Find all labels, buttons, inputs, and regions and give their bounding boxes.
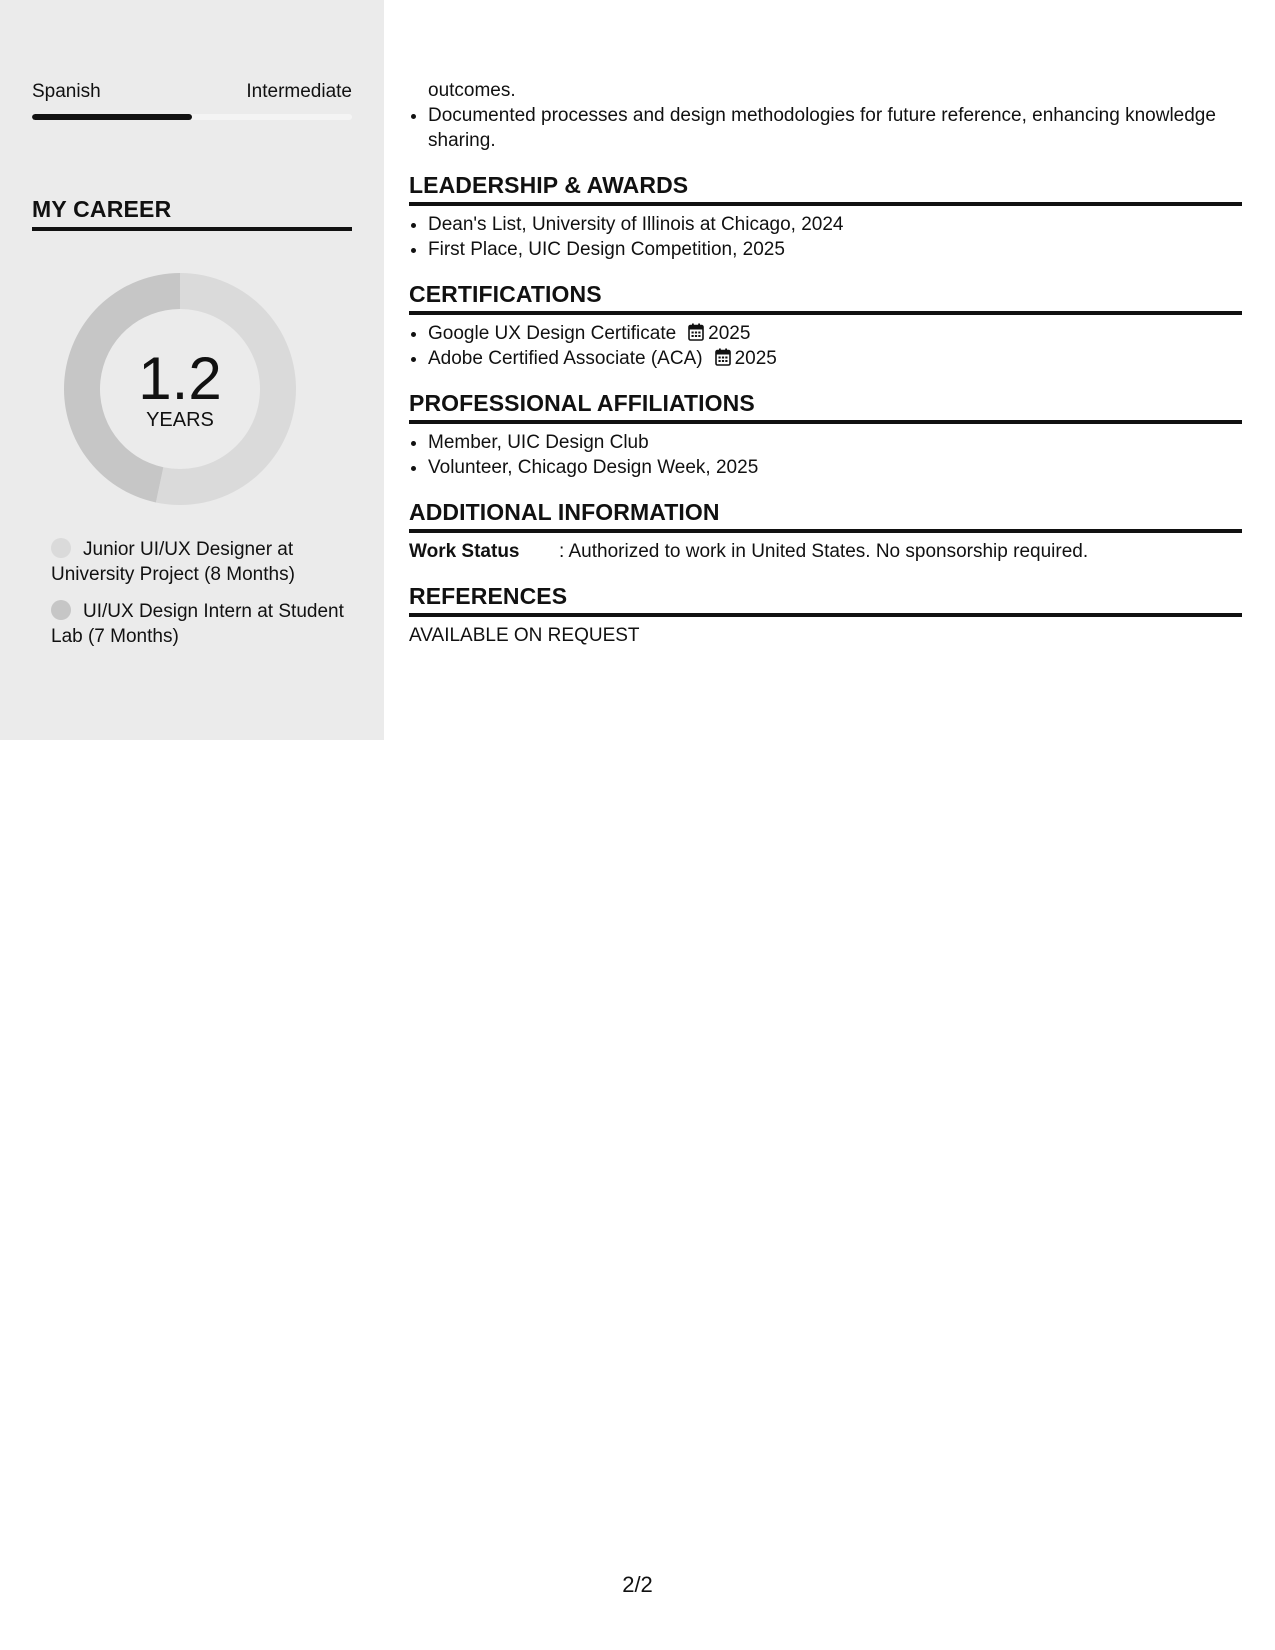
list-item: • Volunteer, Chicago Design Week, 2025 xyxy=(428,455,1242,480)
list-item: • First Place, UIC Design Competition, 2025 xyxy=(428,237,1242,262)
references-section-title: REFERENCES xyxy=(409,582,1242,617)
language-proficiency-fill xyxy=(32,114,192,120)
career-section-title: MY CAREER xyxy=(32,196,172,222)
main-content xyxy=(409,78,1242,648)
language-name: Spanish xyxy=(32,81,101,102)
work-status-label: Work Status xyxy=(409,541,520,562)
language-row xyxy=(32,81,352,105)
leadership-list xyxy=(409,212,1242,262)
career-item-label: UI/UX Design Intern at Student Lab (7 Months) xyxy=(51,601,344,647)
certifications-list xyxy=(409,321,1242,371)
sidebar xyxy=(0,0,384,740)
certification-name: Google UX Design Certificate xyxy=(428,323,677,344)
career-item xyxy=(51,537,351,587)
certification-year: 2025 xyxy=(708,323,751,344)
career-item xyxy=(51,599,351,649)
references-text: AVAILABLE ON REQUEST xyxy=(409,625,640,646)
calendar-icon xyxy=(688,323,704,341)
list-item: • Dean's List, University of Illinois at Chicago, 2024 xyxy=(428,212,1242,237)
career-total-unit: YEARS xyxy=(146,409,214,431)
calendar-icon xyxy=(715,348,731,366)
list-item xyxy=(428,346,1242,371)
list-item xyxy=(428,321,1242,346)
leadership-section-title: LEADERSHIP & AWARDS xyxy=(409,171,1242,206)
certification-year: 2025 xyxy=(734,348,777,369)
page-number: 2/2 xyxy=(622,1572,653,1597)
list-item: outcomes. xyxy=(428,80,516,101)
language-level: Intermediate xyxy=(246,81,352,102)
career-list xyxy=(51,537,351,661)
language-proficiency-bar xyxy=(32,114,352,120)
career-legend-dot xyxy=(51,538,71,558)
list-item: • Member, UIC Design Club xyxy=(428,430,1242,455)
additional-info-section-title: ADDITIONAL INFORMATION xyxy=(409,498,1242,533)
work-status-value: : Authorized to work in United States. No sponsorship required. xyxy=(559,541,1089,562)
affiliations-list xyxy=(409,430,1242,480)
certifications-section-title: CERTIFICATIONS xyxy=(409,280,1242,315)
career-item-label: Junior UI/UX Designer at University Project (8 Months) xyxy=(51,539,295,585)
work-status-row xyxy=(409,539,1242,564)
career-section-rule xyxy=(32,227,352,231)
certification-name: Adobe Certified Associate (ACA) xyxy=(428,348,703,369)
affiliations-section-title: PROFESSIONAL AFFILIATIONS xyxy=(409,389,1242,424)
career-total-value: 1.2 xyxy=(138,345,222,412)
list-item: • Documented processes and design methodologies for future reference, enhancing knowledge sharing. xyxy=(428,103,1242,153)
career-legend-dot xyxy=(51,600,71,620)
experience-continued-list xyxy=(409,78,1242,153)
